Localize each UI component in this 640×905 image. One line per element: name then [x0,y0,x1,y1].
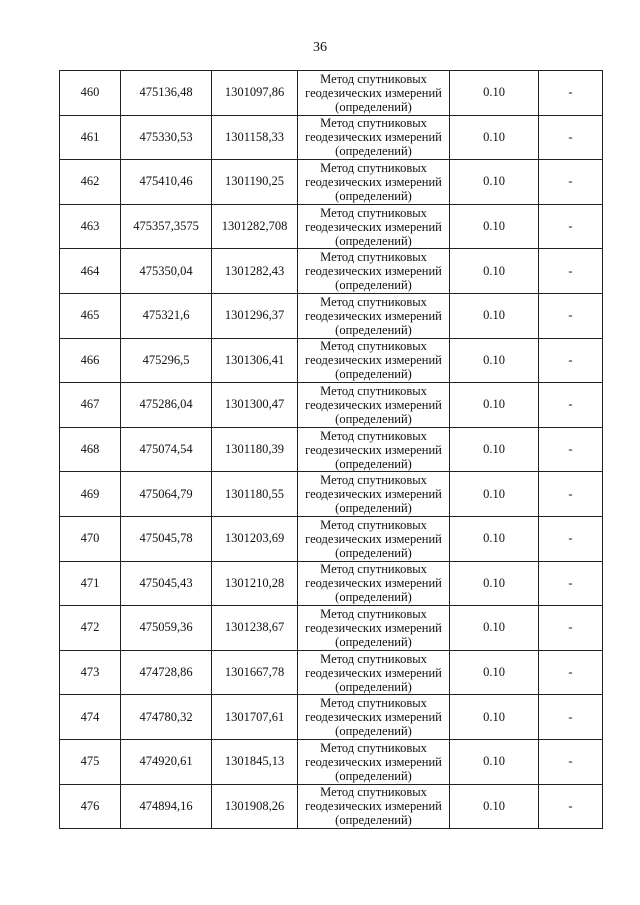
method-cell [298,383,450,428]
note-cell: - [539,160,603,205]
method-line: геодезических измерений [305,85,442,100]
table-row [60,784,603,829]
accuracy-cell: 0.10 [450,784,539,829]
accuracy-cell: 0.10 [450,739,539,784]
method-line: (определений) [335,456,412,471]
accuracy-cell: 0.10 [450,249,539,294]
method-line: Метод спутниковых [320,339,427,354]
accuracy-cell: 0.10 [450,115,539,160]
x-coordinate-cell: 475045,43 [121,561,212,606]
method-line: Метод спутниковых [320,160,427,175]
method-line: геодезических измерений [305,754,442,769]
point-number-cell: 470 [60,516,121,561]
y-coordinate-cell: 1301203,69 [212,516,298,561]
table-row [60,427,603,472]
point-number-cell: 471 [60,561,121,606]
method-cell [298,71,450,116]
method-cell [298,561,450,606]
note-cell: - [539,784,603,829]
note-cell: - [539,606,603,651]
method-line: геодезических измерений [305,174,442,189]
y-coordinate-cell: 1301210,28 [212,561,298,606]
method-cell [298,472,450,517]
x-coordinate-cell: 474894,16 [121,784,212,829]
note-cell: - [539,383,603,428]
method-line: Метод спутниковых [320,116,427,131]
point-number-cell: 475 [60,739,121,784]
coordinates-table [59,70,603,829]
table-row [60,160,603,205]
method-cell [298,338,450,383]
note-cell: - [539,338,603,383]
method-line: (определений) [335,367,412,382]
x-coordinate-cell: 475350,04 [121,249,212,294]
note-cell: - [539,516,603,561]
note-cell: - [539,427,603,472]
point-number-cell: 467 [60,383,121,428]
method-line: геодезических измерений [305,576,442,591]
note-cell: - [539,739,603,784]
accuracy-cell: 0.10 [450,427,539,472]
method-line: (определений) [335,322,412,337]
method-line: геодезических измерений [305,665,442,680]
y-coordinate-cell: 1301908,26 [212,784,298,829]
method-line: (определений) [335,411,412,426]
method-line: (определений) [335,545,412,560]
note-cell: - [539,115,603,160]
x-coordinate-cell: 475136,48 [121,71,212,116]
method-line: Метод спутниковых [320,383,427,398]
accuracy-cell: 0.10 [450,695,539,740]
method-line: геодезических измерений [305,487,442,502]
note-cell: - [539,695,603,740]
method-line: (определений) [335,144,412,159]
note-cell: - [539,71,603,116]
x-coordinate-cell: 475045,78 [121,516,212,561]
method-line: Метод спутниковых [320,71,427,86]
y-coordinate-cell: 1301296,37 [212,293,298,338]
page-number: 36 [313,40,327,55]
accuracy-cell: 0.10 [450,650,539,695]
method-line: Метод спутниковых [320,250,427,265]
y-coordinate-cell: 1301180,39 [212,427,298,472]
y-coordinate-cell: 1301282,708 [212,204,298,249]
method-line: (определений) [335,233,412,248]
table-row [60,650,603,695]
accuracy-cell: 0.10 [450,71,539,116]
y-coordinate-cell: 1301667,78 [212,650,298,695]
method-line: Метод спутниковых [320,785,427,800]
method-line: (определений) [335,813,412,828]
method-line: геодезических измерений [305,308,442,323]
table-row [60,204,603,249]
method-cell [298,160,450,205]
accuracy-cell: 0.10 [450,606,539,651]
method-line: (определений) [335,679,412,694]
accuracy-cell: 0.10 [450,561,539,606]
method-cell [298,204,450,249]
method-line: Метод спутниковых [320,651,427,666]
table-row [60,695,603,740]
method-cell [298,427,450,472]
method-line: (определений) [335,501,412,516]
method-line: геодезических измерений [305,442,442,457]
y-coordinate-cell: 1301300,47 [212,383,298,428]
method-line: Метод спутниковых [320,740,427,755]
table-row [60,606,603,651]
method-line: геодезических измерений [305,264,442,279]
note-cell: - [539,249,603,294]
table-row [60,71,603,116]
point-number-cell: 474 [60,695,121,740]
method-cell [298,784,450,829]
note-cell: - [539,204,603,249]
method-cell [298,606,450,651]
method-cell [298,249,450,294]
method-line: геодезических измерений [305,397,442,412]
y-coordinate-cell: 1301190,25 [212,160,298,205]
table-row [60,739,603,784]
method-line: (определений) [335,278,412,293]
accuracy-cell: 0.10 [450,383,539,428]
method-cell [298,516,450,561]
method-line: (определений) [335,634,412,649]
point-number-cell: 473 [60,650,121,695]
x-coordinate-cell: 474920,61 [121,739,212,784]
method-line: геодезических измерений [305,130,442,145]
table-row [60,561,603,606]
method-line: (определений) [335,99,412,114]
point-number-cell: 460 [60,71,121,116]
table-row [60,293,603,338]
method-line: Метод спутниковых [320,205,427,220]
point-number-cell: 468 [60,427,121,472]
method-line: Метод спутниковых [320,473,427,488]
point-number-cell: 465 [60,293,121,338]
note-cell: - [539,472,603,517]
x-coordinate-cell: 474728,86 [121,650,212,695]
x-coordinate-cell: 475059,36 [121,606,212,651]
x-coordinate-cell: 475074,54 [121,427,212,472]
x-coordinate-cell: 475321,6 [121,293,212,338]
x-coordinate-cell: 475357,3575 [121,204,212,249]
method-line: геодезических измерений [305,353,442,368]
method-cell [298,739,450,784]
accuracy-cell: 0.10 [450,204,539,249]
method-line: геодезических измерений [305,620,442,635]
method-line: (определений) [335,768,412,783]
method-cell [298,293,450,338]
method-line: (определений) [335,188,412,203]
method-line: геодезических измерений [305,531,442,546]
method-line: геодезических измерений [305,710,442,725]
accuracy-cell: 0.10 [450,472,539,517]
y-coordinate-cell: 1301707,61 [212,695,298,740]
accuracy-cell: 0.10 [450,293,539,338]
y-coordinate-cell: 1301238,67 [212,606,298,651]
method-line: геодезических измерений [305,799,442,814]
point-number-cell: 476 [60,784,121,829]
method-line: Метод спутниковых [320,562,427,577]
y-coordinate-cell: 1301845,13 [212,739,298,784]
table-row [60,516,603,561]
x-coordinate-cell: 475064,79 [121,472,212,517]
table-row [60,338,603,383]
point-number-cell: 463 [60,204,121,249]
note-cell: - [539,650,603,695]
x-coordinate-cell: 475410,46 [121,160,212,205]
method-cell [298,115,450,160]
coordinates-table-body [60,71,603,829]
table-row [60,472,603,517]
accuracy-cell: 0.10 [450,516,539,561]
method-line: (определений) [335,590,412,605]
method-line: Метод спутниковых [320,428,427,443]
method-line: Метод спутниковых [320,696,427,711]
x-coordinate-cell: 474780,32 [121,695,212,740]
method-line: (определений) [335,724,412,739]
accuracy-cell: 0.10 [450,160,539,205]
method-line: Метод спутниковых [320,517,427,532]
point-number-cell: 466 [60,338,121,383]
note-cell: - [539,293,603,338]
method-cell [298,695,450,740]
point-number-cell: 462 [60,160,121,205]
point-number-cell: 461 [60,115,121,160]
y-coordinate-cell: 1301158,33 [212,115,298,160]
method-line: Метод спутниковых [320,294,427,309]
y-coordinate-cell: 1301097,86 [212,71,298,116]
point-number-cell: 464 [60,249,121,294]
point-number-cell: 472 [60,606,121,651]
table-row [60,383,603,428]
y-coordinate-cell: 1301180,55 [212,472,298,517]
point-number-cell: 469 [60,472,121,517]
method-cell [298,650,450,695]
x-coordinate-cell: 475286,04 [121,383,212,428]
table-row [60,115,603,160]
y-coordinate-cell: 1301306,41 [212,338,298,383]
table-row [60,249,603,294]
x-coordinate-cell: 475330,53 [121,115,212,160]
accuracy-cell: 0.10 [450,338,539,383]
note-cell: - [539,561,603,606]
method-line: геодезических измерений [305,219,442,234]
method-line: Метод спутниковых [320,606,427,621]
x-coordinate-cell: 475296,5 [121,338,212,383]
y-coordinate-cell: 1301282,43 [212,249,298,294]
